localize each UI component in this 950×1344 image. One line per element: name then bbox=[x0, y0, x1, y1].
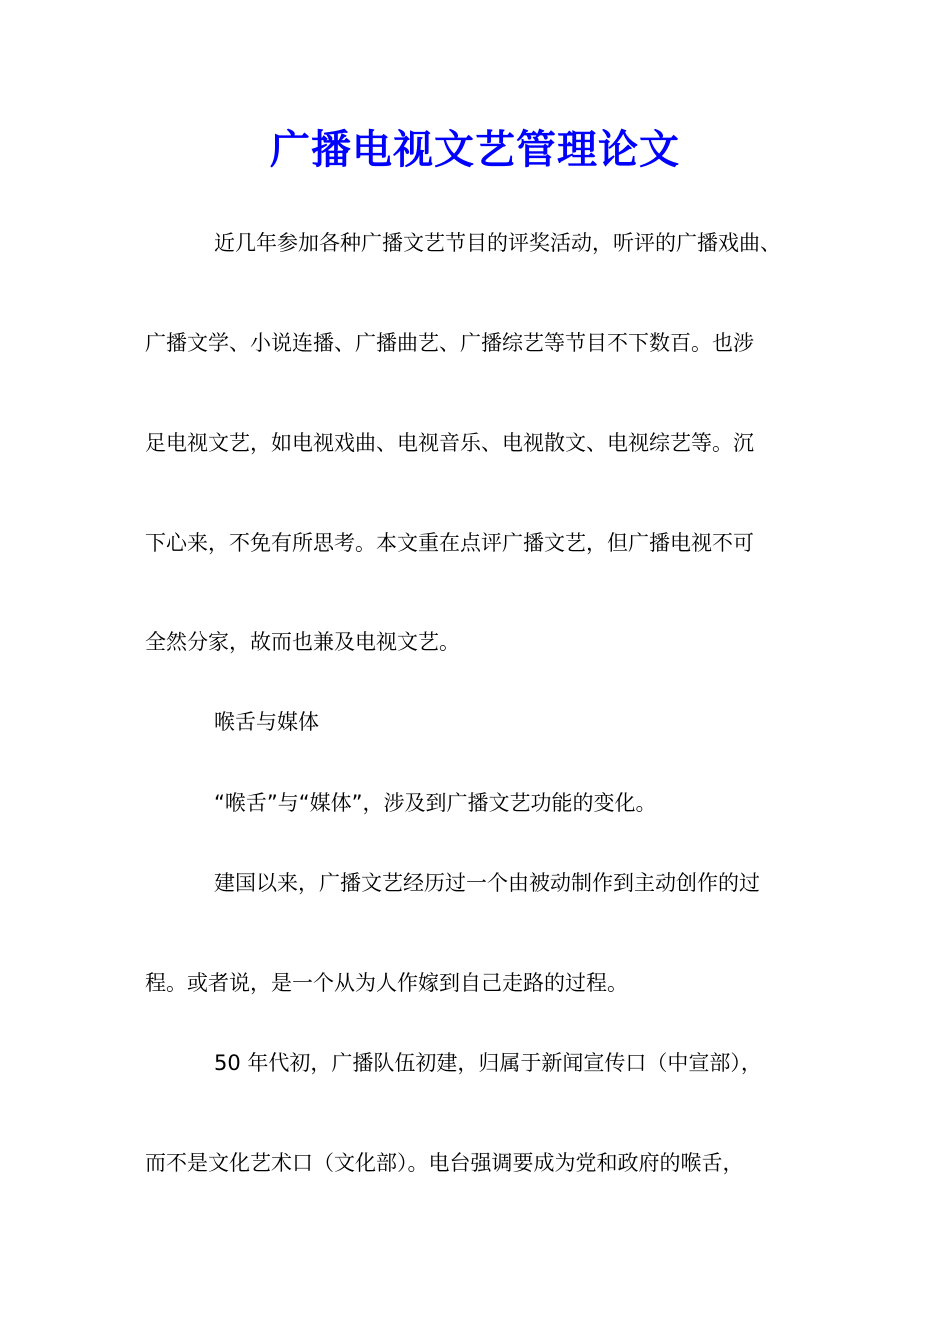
paragraph-line: 而不是文化艺术口（文化部）。电台强调要成为党和政府的喉舌， bbox=[145, 1151, 744, 1175]
paragraph-line: 广播文学、小说连播、广播曲艺、广播综艺等节目不下数百。也涉 bbox=[145, 331, 754, 355]
paragraph-line: “喉舌”与“媒体”，涉及到广播文艺功能的变化。 bbox=[214, 791, 657, 815]
paragraph-line: 程。或者说，是一个从为人作嫁到自己走路的过程。 bbox=[145, 971, 628, 995]
paragraph-line: 建国以来，广播文艺经历过一个由被动制作到主动创作的过 bbox=[214, 871, 760, 895]
paragraph-line: 足电视文艺，如电视戏曲、电视音乐、电视散文、电视综艺等。沉 bbox=[145, 431, 754, 455]
document-title: 广播电视文艺管理论文 bbox=[270, 126, 680, 173]
section-heading: 喉舌与媒体 bbox=[214, 710, 319, 734]
paragraph-line: 下心来，不免有所思考。本文重在点评广播文艺，但广播电视不可 bbox=[145, 531, 754, 555]
paragraph-line: 50 年代初，广播队伍初建，归属于新闻宣传口（中宣部）， bbox=[214, 1051, 762, 1075]
paragraph-line: 近几年参加各种广播文艺节目的评奖活动，听评的广播戏曲、 bbox=[214, 231, 781, 255]
paragraph-line: 全然分家，故而也兼及电视文艺。 bbox=[145, 630, 460, 654]
